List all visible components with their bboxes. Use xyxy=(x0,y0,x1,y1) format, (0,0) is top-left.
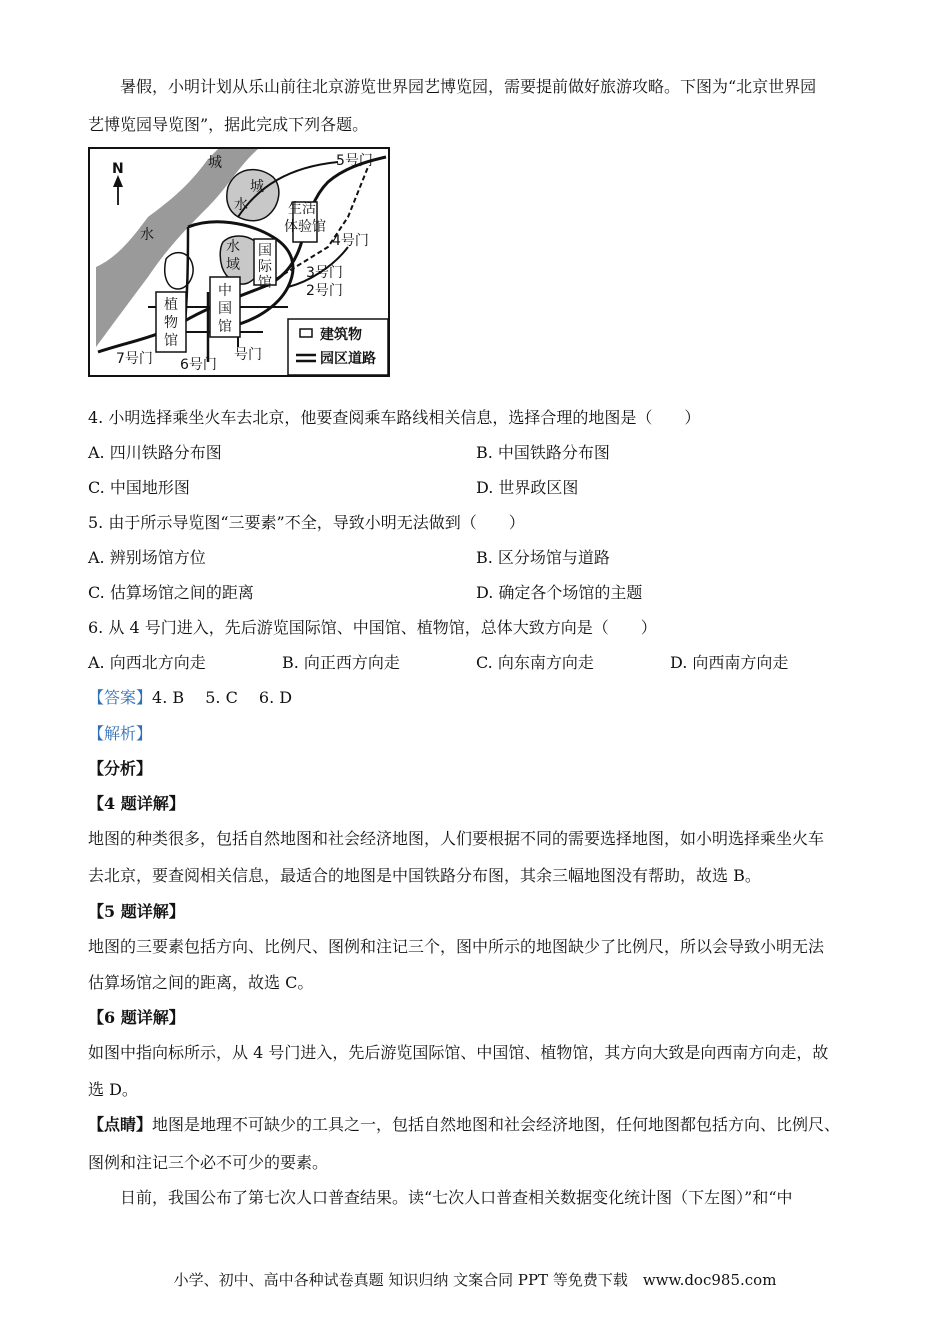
water-area-top xyxy=(227,170,279,221)
label-plant-2: 物 xyxy=(164,315,178,331)
q5-option-d: D. 确定各个场馆的主题 xyxy=(476,583,643,602)
label-gate-6: 6号门 xyxy=(180,357,217,373)
q5-detail-title: 【5 题详解】 xyxy=(88,902,185,921)
question-4-stem: 4. 小明选择乘坐火车去北京，他要查阅乘车路线相关信息，选择合理的地图是（ ） xyxy=(88,408,701,427)
label-gate-2: 2号门 xyxy=(306,283,343,299)
label-gate-7: 7号门 xyxy=(116,351,153,367)
dianjing-line-1 xyxy=(88,1115,840,1135)
dianjing-line-2: 图例和注记三个必不可少的要素。 xyxy=(88,1153,329,1172)
north-label: N xyxy=(112,161,124,177)
label-intl-2: 际 xyxy=(258,259,272,275)
park-map xyxy=(88,147,390,377)
label-shui-mid: 水 xyxy=(226,239,240,255)
q4-option-b: B. 中国铁路分布图 xyxy=(476,443,610,462)
legend-building-label: 建筑物 xyxy=(320,327,362,343)
building-legend-icon xyxy=(300,329,312,337)
answer-tag: 【答案】 xyxy=(88,688,153,707)
q6-option-d: D. 向西南方向走 xyxy=(670,653,789,672)
next-intro-line: 日前，我国公布了第七次人口普查结果。读“七次人口普查相关数据变化统计图（下左图）”和“中 xyxy=(120,1188,793,1207)
q4-option-a: A. 四川铁路分布图 xyxy=(88,443,222,462)
label-life-2: 体验馆 xyxy=(284,219,326,235)
q4-option-d: D. 世界政区图 xyxy=(476,478,579,497)
label-gate-5: 5号门 xyxy=(336,153,373,169)
page-footer: 小学、初中、高中各种试卷真题 知识归纳 文案合同 PPT 等免费下载 www.doc985.com xyxy=(173,1271,777,1289)
dianjing-tag: 【点睛】 xyxy=(88,1115,153,1134)
q6-detail-title: 【6 题详解】 xyxy=(88,1008,185,1027)
q6-option-c: C. 向东南方向走 xyxy=(476,653,594,672)
label-china-1: 中 xyxy=(218,283,232,299)
fenxi-tag: 【分析】 xyxy=(88,759,153,778)
legend-road-label: 园区道路 xyxy=(320,351,376,367)
label-cheng-1: 城 xyxy=(208,155,222,171)
label-gate-1: 号门 xyxy=(234,347,262,363)
label-gate-3: 3号门 xyxy=(306,265,343,281)
question-6-stem: 6. 从 4 号门进入，先后游览国际馆、中国馆、植物馆，总体大致方向是（ ） xyxy=(88,618,657,637)
q5-detail-line-1: 地图的三要素包括方向、比例尺、图例和注记三个，图中所示的地图缺少了比例尺，所以会导致小明无法 xyxy=(88,937,825,956)
label-yu-mid: 域 xyxy=(226,257,240,273)
intro-line-2: 艺博览园导览图”，据此完成下列各题。 xyxy=(88,115,369,134)
answer-line xyxy=(88,688,292,708)
label-life-1: 生活 xyxy=(288,201,316,217)
q5-option-c: C. 估算场馆之间的距离 xyxy=(88,583,254,602)
q5-detail-line-2: 估算场馆之间的距离，故选 C。 xyxy=(88,973,314,992)
label-plant-3: 馆 xyxy=(164,333,178,349)
q5-option-a: A. 辨别场馆方位 xyxy=(88,548,206,567)
q5-option-b: B. 区分场馆与道路 xyxy=(476,548,610,567)
q4-detail-title: 【4 题详解】 xyxy=(88,794,185,813)
label-shui-left: 水 xyxy=(140,227,154,243)
label-cheng-2: 城 xyxy=(250,179,264,195)
label-plant-1: 植 xyxy=(164,297,178,313)
label-china-3: 馆 xyxy=(218,319,232,335)
label-intl-1: 国 xyxy=(258,243,272,259)
dianjing-text-1: 地图是地理不可缺少的工具之一，包括自然地图和社会经济地图，任何地图都包括方向、比例尺、 xyxy=(152,1115,841,1134)
question-5-stem: 5. 由于所示导览图“三要素”不全，导致小明无法做到（ ） xyxy=(88,513,525,532)
q6-option-a: A. 向西北方向走 xyxy=(88,653,206,672)
q6-detail-line-1: 如图中指向标所示，从 4 号门进入，先后游览国际馆、中国馆、植物馆，其方向大致是向西南方向走，故 xyxy=(88,1043,829,1062)
q6-option-b: B. 向正西方向走 xyxy=(282,653,400,672)
q4-option-c: C. 中国地形图 xyxy=(88,478,190,497)
intro-line-1: 暑假，小明计划从乐山前往北京游览世界园艺博览园，需要提前做好旅游攻略。下图为“北京世界园 xyxy=(120,77,817,96)
q4-detail-line-1: 地图的种类很多，包括自然地图和社会经济地图，人们要根据不同的需要选择地图，如小明选择乘坐火车 xyxy=(88,829,825,848)
label-china-2: 国 xyxy=(218,301,232,317)
answer-text: 4. B 5. C 6. D xyxy=(152,688,293,707)
label-shui-top: 水 xyxy=(234,197,248,213)
analysis-tag: 【解析】 xyxy=(88,724,153,743)
label-gate-4: 4号门 xyxy=(332,233,369,249)
q6-detail-line-2: 选 D。 xyxy=(88,1080,138,1099)
q4-detail-line-2: 去北京，要查阅相关信息，最适合的地图是中国铁路分布图，其余三幅地图没有帮助，故选 B。 xyxy=(88,866,761,885)
label-intl-3: 馆 xyxy=(258,275,272,291)
